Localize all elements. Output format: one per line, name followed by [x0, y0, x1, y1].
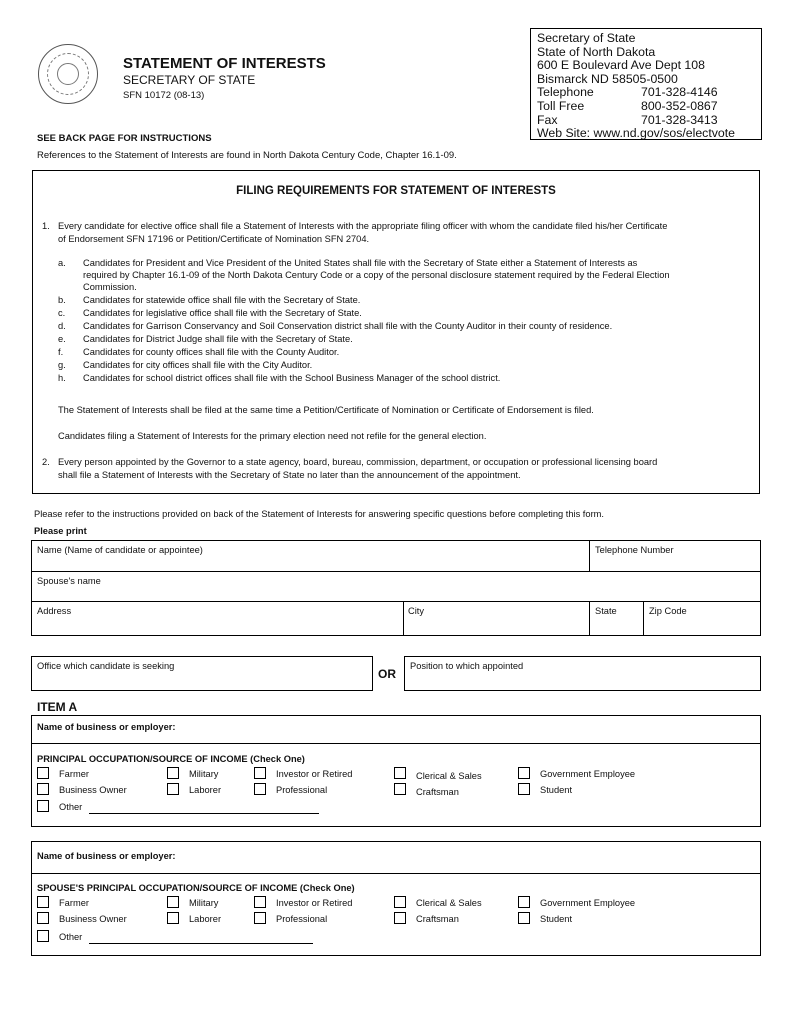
item-number: 1.: [42, 221, 50, 231]
contact-value: 800-352-0867: [641, 98, 718, 113]
contact-label: Fax: [537, 112, 558, 127]
laborer-checkbox[interactable]: [167, 783, 179, 795]
checkbox-label: Laborer: [189, 785, 222, 795]
divider: [31, 743, 761, 744]
contact-fax: [537, 114, 755, 128]
checkbox-label: Military: [189, 898, 219, 908]
checkbox-label: Military: [189, 769, 219, 779]
requirement-text: Every person appointed by the Governor to a state agency, board, bureau, commission, department, or occupation or professional licensing board: [58, 457, 658, 467]
spouse-occupation-heading: SPOUSE'S PRINCIPAL OCCUPATION/SOURCE OF INCOME (Check One): [37, 883, 355, 893]
other-checkbox[interactable]: [37, 800, 49, 812]
state-field[interactable]: State: [595, 606, 617, 616]
contact-tollfree: [537, 100, 755, 114]
checkbox-label: Other: [59, 932, 83, 942]
checkbox-label: Professional: [276, 914, 328, 924]
form-subtitle: SECRETARY OF STATE: [123, 73, 256, 87]
spouse-government-employee-checkbox[interactable]: [518, 896, 530, 908]
divider: [589, 601, 590, 636]
occupation-heading: PRINCIPAL OCCUPATION/SOURCE OF INCOME (Check One): [37, 754, 305, 764]
checkbox-label: Craftsman: [416, 914, 459, 924]
contact-line: State of North Dakota: [537, 44, 656, 59]
government-employee-checkbox[interactable]: [518, 767, 530, 779]
divider: [589, 540, 590, 571]
item-number: 2.: [42, 457, 50, 467]
city-field[interactable]: City: [408, 606, 425, 616]
see-back-notice: SEE BACK PAGE FOR INSTRUCTIONS: [37, 133, 212, 144]
contact-label: Toll Free: [537, 98, 585, 113]
sub-letter: b.: [58, 295, 66, 305]
sub-text: Commission.: [83, 282, 137, 292]
spouse-other-input-line[interactable]: [89, 943, 313, 944]
checkbox-label: Farmer: [59, 769, 89, 779]
requirement-text: shall file a Statement of Interests with the Secretary of State no later than the announcement of the appointment.: [58, 470, 521, 480]
spouse-professional-checkbox[interactable]: [254, 912, 266, 924]
sub-text: Candidates for statewide office shall file with the Secretary of State.: [83, 295, 361, 305]
office-sought-label: Office which candidate is seeking: [37, 661, 175, 671]
divider: [31, 873, 761, 874]
spouse-laborer-checkbox[interactable]: [167, 912, 179, 924]
contact-website: Web Site: www.nd.gov/sos/electvote: [537, 126, 735, 141]
contact-line: Bismarck ND 58505-0500: [537, 71, 678, 86]
checkbox-label: Professional: [276, 785, 328, 795]
spouse-farmer-checkbox[interactable]: [37, 896, 49, 908]
checkbox-label: Other: [59, 802, 83, 812]
contact-telephone: [537, 86, 755, 100]
sub-text: Candidates for legislative office shall file with the Secretary of State.: [83, 308, 362, 318]
checkbox-label: Craftsman: [416, 787, 459, 797]
sub-text: Candidates for District Judge shall file with the Secretary of State.: [83, 334, 353, 344]
filing-requirements-box: [32, 170, 760, 494]
name-field[interactable]: Name (Name of candidate or appointee): [37, 545, 203, 555]
sub-letter: f.: [58, 347, 64, 357]
contact-label: Telephone: [537, 85, 594, 100]
divider: [31, 571, 761, 572]
sub-text: Candidates for city offices shall file with the City Auditor.: [83, 360, 313, 370]
checkbox-label: Government Employee: [540, 769, 636, 779]
item-a-heading: ITEM A: [37, 700, 78, 714]
spouse-military-checkbox[interactable]: [167, 896, 179, 908]
checkbox-label: Investor or Retired: [276, 898, 353, 908]
sub-text: required by Chapter 16.1-09 of the North Dakota Century Code or a copy of the personal disclosure statement required by the Federal Election: [83, 270, 670, 280]
other-input-line[interactable]: [89, 813, 319, 814]
checkbox-label: Clerical & Sales: [416, 771, 482, 781]
investor-retired-checkbox[interactable]: [254, 767, 266, 779]
sub-letter: a.: [58, 258, 66, 268]
contact-value: 701-328-4146: [641, 85, 718, 100]
checkbox-label: Business Owner: [59, 914, 127, 924]
spouse-clerical-sales-checkbox[interactable]: [394, 896, 406, 908]
sub-text: Candidates for school district offices shall file with the School Business Manager of the school district.: [83, 373, 501, 383]
checkbox-label: Farmer: [59, 898, 89, 908]
craftsman-checkbox[interactable]: [394, 783, 406, 795]
spouse-business-employer-field[interactable]: Name of business or employer:: [37, 851, 176, 861]
requirement-text: of Endorsement SFN 17196 or Petition/Certificate of Nomination SFN 2704.: [58, 234, 370, 244]
checkbox-label: Business Owner: [59, 785, 127, 795]
requirement-paragraph: Candidates filing a Statement of Interests for the primary election need not refile for the general election.: [58, 431, 487, 441]
spouse-craftsman-checkbox[interactable]: [394, 912, 406, 924]
sub-letter: e.: [58, 334, 66, 344]
contact-box: [530, 28, 762, 140]
sub-text: Candidates for Garrison Conservancy and Soil Conservation district shall file with the County Auditor in their county of residence.: [83, 321, 613, 331]
farmer-checkbox[interactable]: [37, 767, 49, 779]
checkbox-label: Student: [540, 914, 573, 924]
professional-checkbox[interactable]: [254, 783, 266, 795]
please-print-label: Please print: [34, 526, 87, 536]
contact-value: 701-328-3413: [641, 112, 718, 127]
sub-letter: g.: [58, 360, 66, 370]
sub-text: Candidates for President and Vice President of the United States shall file with the Secretary of State either a Statement of Interests as: [83, 258, 638, 268]
zip-code-field[interactable]: Zip Code: [649, 606, 687, 616]
spouse-student-checkbox[interactable]: [518, 912, 530, 924]
divider: [403, 601, 404, 636]
sub-letter: c.: [58, 308, 66, 318]
address-field[interactable]: Address: [37, 606, 72, 616]
business-employer-field[interactable]: Name of business or employer:: [37, 722, 176, 732]
refer-note: Please refer to the instructions provided on back of the Statement of Interests for answering specific questions before completing this form.: [34, 509, 604, 519]
checkbox-label: Student: [540, 785, 573, 795]
requirements-title: FILING REQUIREMENTS FOR STATEMENT OF INTERESTS: [236, 185, 556, 197]
spouse-investor-retired-checkbox[interactable]: [254, 896, 266, 908]
clerical-sales-checkbox[interactable]: [394, 767, 406, 779]
sub-text: Candidates for county offices shall file with the County Auditor.: [83, 347, 340, 357]
checkbox-label: Clerical & Sales: [416, 898, 482, 908]
position-appointed-label: Position to which appointed: [410, 661, 524, 671]
checkbox-label: Laborer: [189, 914, 222, 924]
student-checkbox[interactable]: [518, 783, 530, 795]
business-owner-checkbox[interactable]: [37, 783, 49, 795]
requirement-paragraph: The Statement of Interests shall be filed at the same time a Petition/Certificate of Nomination or Certificate of Endorsement is filed.: [58, 405, 594, 415]
sub-letter: d.: [58, 321, 66, 331]
contact-line: Secretary of State: [537, 31, 636, 45]
telephone-field[interactable]: Telephone Number: [595, 545, 674, 555]
form-title: STATEMENT OF INTERESTS: [123, 55, 326, 72]
military-checkbox[interactable]: [167, 767, 179, 779]
references-note: References to the Statement of Interests are found in North Dakota Century Code, Chapter 16.1-09.: [37, 150, 457, 161]
divider: [643, 601, 644, 636]
spouse-business-owner-checkbox[interactable]: [37, 912, 49, 924]
state-seal-icon: [38, 44, 98, 104]
checkbox-label: Investor or Retired: [276, 769, 353, 779]
divider: [31, 601, 761, 602]
sub-letter: h.: [58, 373, 66, 383]
spouse-other-checkbox[interactable]: [37, 930, 49, 942]
requirement-text: Every candidate for elective office shall file a Statement of Interests with the appropriate filing officer with whom the candidate filed his/her Certificate: [58, 221, 668, 231]
spouse-name-field[interactable]: Spouse's name: [37, 576, 101, 586]
or-label: OR: [378, 667, 396, 681]
checkbox-label: Government Employee: [540, 898, 636, 908]
form-number: SFN 10172 (08-13): [123, 90, 205, 101]
contact-line: 600 E Boulevard Ave Dept 108: [537, 58, 705, 73]
